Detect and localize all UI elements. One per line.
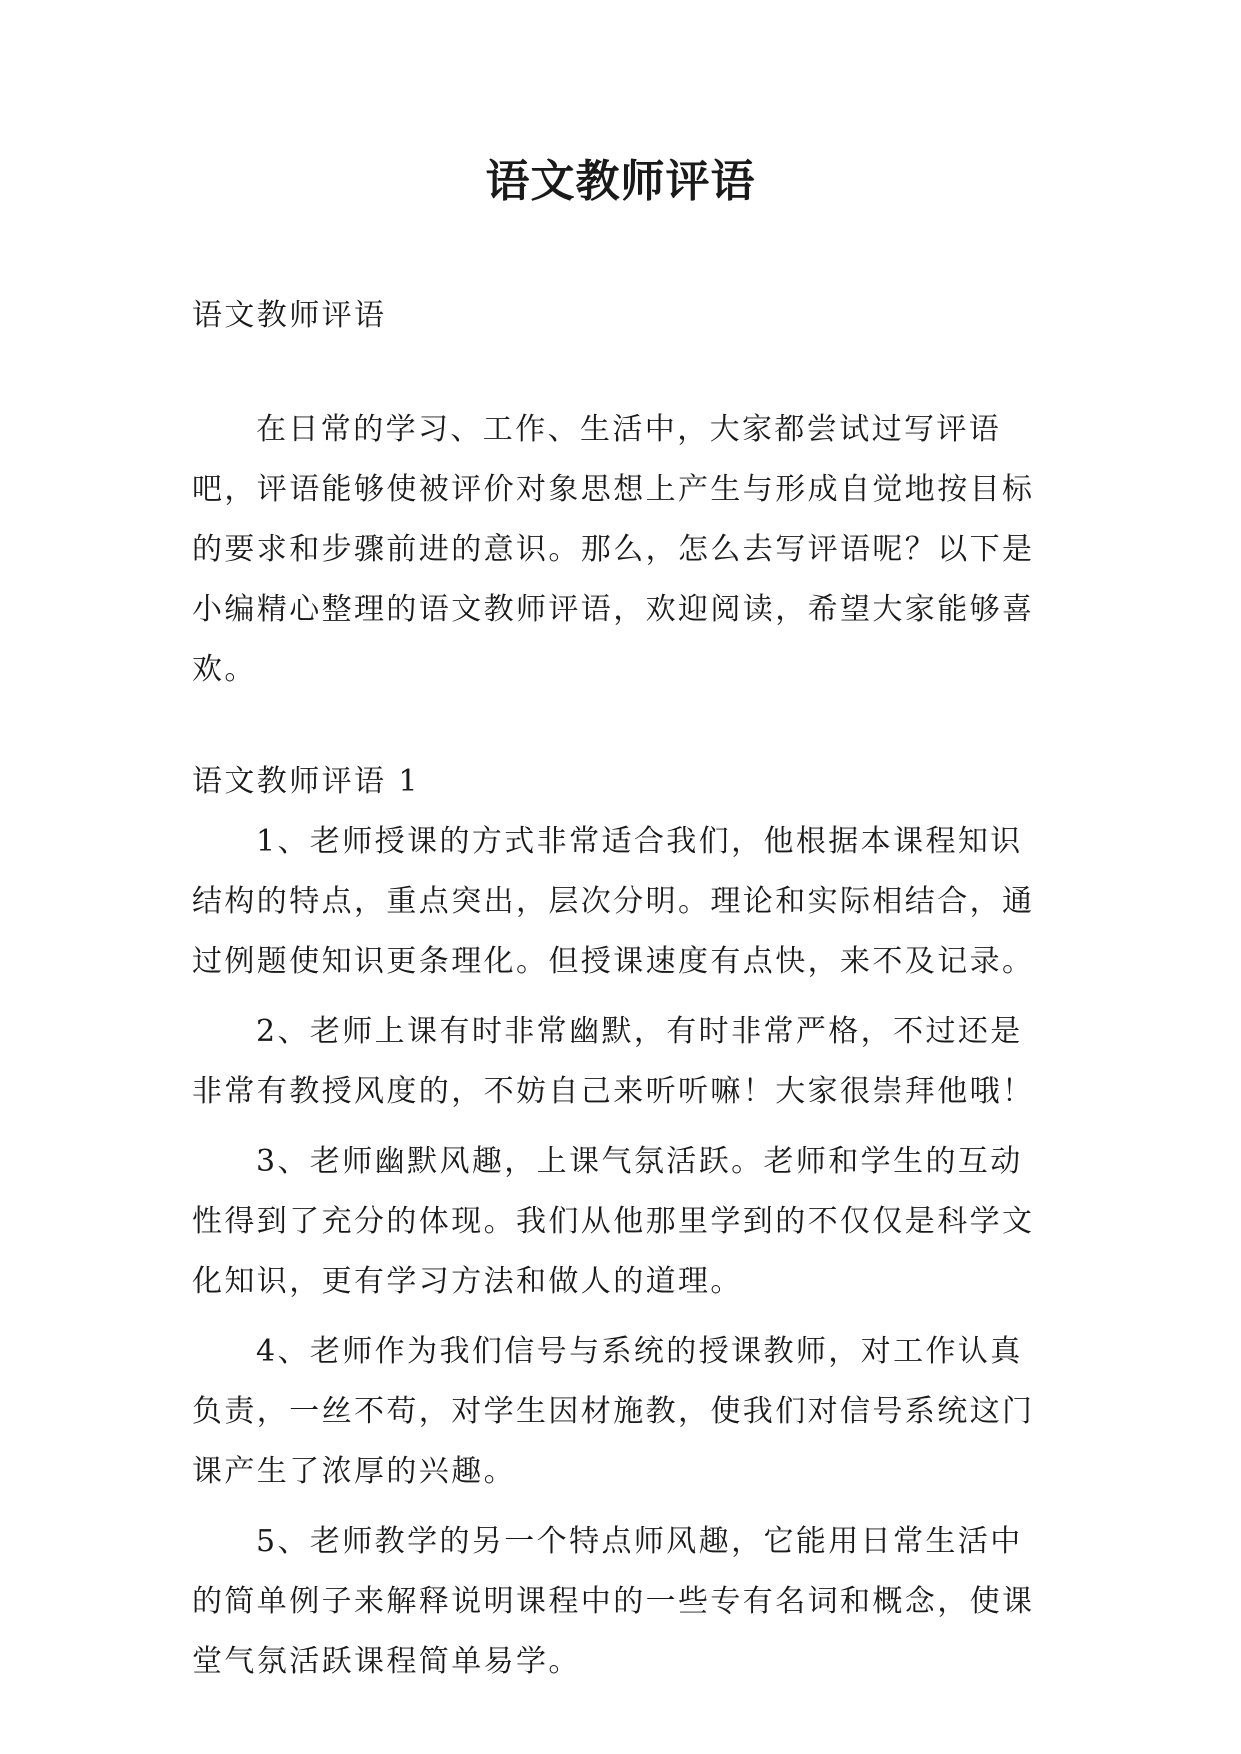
document-subtitle: 语文教师评语 [192,298,387,333]
document-body [192,286,1054,1692]
comment-item-2: 2、老师上课有时非常幽默，有时非常严格，不过还是非常有教授风度的，不妨自己来听听嘛！大家很崇拜他哦！ [192,1014,1035,1109]
intro-paragraph: 在日常的学习、工作、生活中，大家都尝试过写评语吧，评语能够使被评价对象思想上产生与形成自觉地按目标的要求和步骤前进的意识。那么，怎么去写评语呢？以下是小编精心整理的语文教师评语，欢迎阅读，希望大家能够喜欢。 [192,412,1035,687]
comment-item-3: 3、老师幽默风趣，上课气氛活跃。老师和学生的互动性得到了充分的体现。我们从他那里学到的不仅仅是科学文化知识，更有学习方法和做人的道理。 [192,1144,1035,1299]
section-heading: 语文教师评语 1 [192,764,420,799]
comment-item-5: 5、老师教学的另一个特点师风趣，它能用日常生活中的简单例子来解释说明课程中的一些专有名词和概念，使课堂气氛活跃课程简单易学。 [192,1524,1035,1679]
comment-item-4: 4、老师作为我们信号与系统的授课教师，对工作认真负责，一丝不苟，对学生因材施教，使我们对信号系统这门课产生了浓厚的兴趣。 [192,1334,1035,1489]
spacer [192,700,1054,752]
document-title: 语文教师评语 [485,156,756,207]
comment-item-1: 1、老师授课的方式非常适合我们，他根据本课程知识结构的特点，重点突出，层次分明。理论和实际相结合，通过例题使知识更条理化。但授课速度有点快，来不及记录。 [192,824,1035,979]
spacer [192,346,1054,400]
